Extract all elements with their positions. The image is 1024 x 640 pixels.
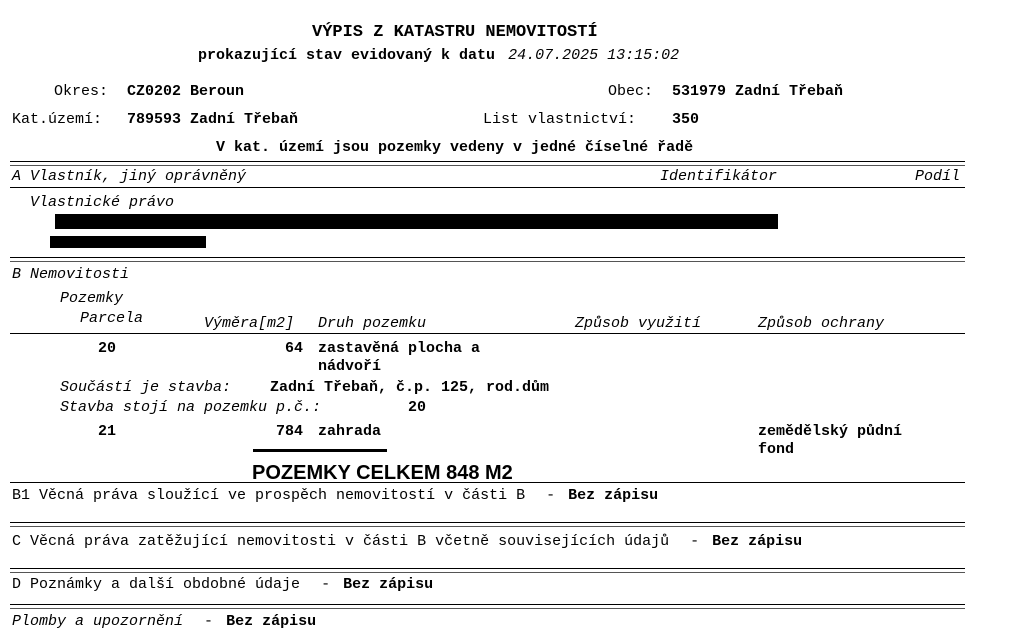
pozemky-heading: Pozemky <box>60 290 124 307</box>
section-c-text <box>12 533 802 551</box>
section-plomby-dash: - <box>204 613 214 630</box>
parcel-protection: zemědělský půdní <box>758 423 903 440</box>
list-label: List vlastnictví: <box>483 111 637 128</box>
redacted-owner-line-1 <box>55 214 778 229</box>
redacted-owner-line-2 <box>50 236 206 248</box>
parcel-protection: fond <box>758 441 795 458</box>
parcel-type: nádvoří <box>318 358 382 375</box>
section-plomby-label: Plomby a upozornění <box>12 613 184 630</box>
okres-value: CZ0202 Beroun <box>127 83 245 100</box>
section-b1-text <box>12 487 658 505</box>
column-ochrana: Způsob ochrany <box>758 315 885 332</box>
stavba-value: 20 <box>408 399 427 416</box>
parcel-number: 20 <box>98 340 117 357</box>
section-d-label: D Poznámky a další obdobné údaje <box>12 576 301 593</box>
subtitle-prefix: prokazující stav evidovaný k datu <box>198 47 496 64</box>
section-d-status: Bez zápisu <box>343 576 434 593</box>
section-a-heading: A Vlastník, jiný oprávněný <box>12 168 247 185</box>
section-b1-status: Bez zápisu <box>568 487 659 504</box>
divider <box>10 608 965 609</box>
column-parcela: Parcela <box>80 310 144 327</box>
total-underline <box>253 449 387 452</box>
soucasti-label: Součástí je stavba: <box>60 379 232 396</box>
soucasti-value: Zadní Třebaň, č.p. 125, rod.dům <box>270 379 550 396</box>
divider <box>10 522 965 523</box>
divider <box>10 333 965 334</box>
divider <box>10 257 965 258</box>
section-c-status: Bez zápisu <box>712 533 803 550</box>
obec-label: Obec: <box>608 83 654 100</box>
divider <box>10 161 965 162</box>
parcel-type: zahrada <box>318 423 382 440</box>
section-c-dash: - <box>690 533 700 550</box>
okres-label: Okres: <box>54 83 109 100</box>
section-d-dash: - <box>321 576 331 593</box>
vlastnicke-pravo-heading: Vlastnické právo <box>30 194 175 211</box>
katuzemi-value: 789593 Zadní Třebaň <box>127 111 299 128</box>
divider <box>10 526 965 527</box>
katuzemi-label: Kat.území: <box>12 111 103 128</box>
section-c-label: C Věcná práva zatěžující nemovitosti v části B včetně souvisejících údajů <box>12 533 670 550</box>
section-plomby-status: Bez zápisu <box>226 613 317 630</box>
katuzemi-note: V kat. území jsou pozemky vedeny v jedné číselné řadě <box>216 139 694 156</box>
column-identifikator: Identifikátor <box>660 168 778 185</box>
obec-value: 531979 Zadní Třebaň <box>672 83 844 100</box>
section-b-heading: B Nemovitosti <box>12 266 130 283</box>
document-title: VÝPIS Z KATASTRU NEMOVITOSTÍ <box>312 23 598 42</box>
parcel-number: 21 <box>98 423 117 440</box>
divider <box>10 261 965 262</box>
section-b1-label: B1 Věcná práva sloužící ve prospěch nemovitostí v části B <box>12 487 526 504</box>
pozemky-celkem: POZEMKY CELKEM 848 M2 <box>252 462 513 484</box>
column-podil: Podíl <box>915 168 961 185</box>
subtitle-date: 24.07.2025 13:15:02 <box>508 47 680 64</box>
parcel-area: 64 <box>285 340 304 357</box>
parcel-area: 784 <box>276 423 304 440</box>
divider <box>10 572 965 573</box>
section-b1-dash: - <box>546 487 556 504</box>
divider <box>10 482 965 483</box>
section-plomby-text <box>12 613 316 631</box>
parcel-type: zastavěná plocha a <box>318 340 481 357</box>
divider <box>10 568 965 569</box>
stavba-label: Stavba stojí na pozemku p.č.: <box>60 399 322 416</box>
list-value: 350 <box>672 111 700 128</box>
document-subtitle <box>198 47 679 65</box>
divider <box>10 165 965 166</box>
divider <box>10 604 965 605</box>
column-vymera: Výměra[m2] <box>204 315 295 332</box>
section-d-text <box>12 576 433 594</box>
divider <box>10 187 965 188</box>
column-druh: Druh pozemku <box>318 315 427 332</box>
column-vyuziti: Způsob využití <box>575 315 702 332</box>
